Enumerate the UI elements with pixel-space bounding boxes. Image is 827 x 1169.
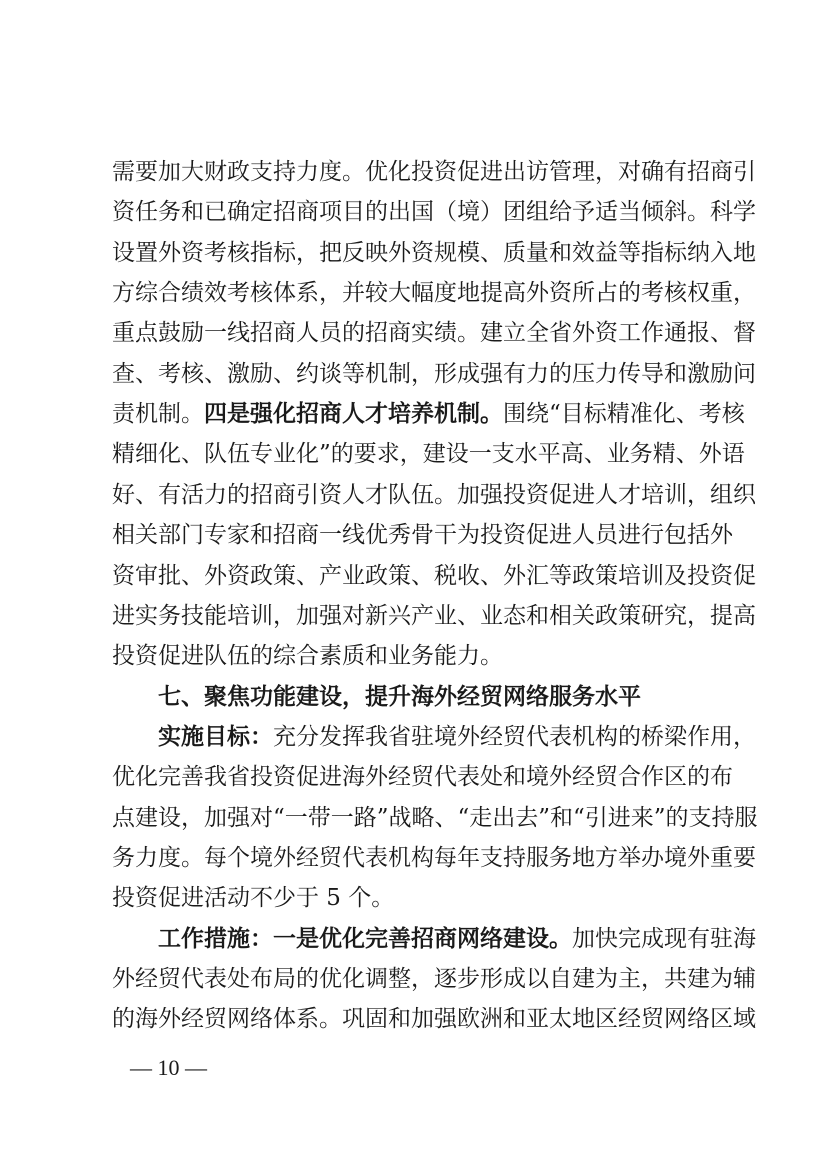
text-run: 投资促进活动不少于 5 个。 xyxy=(112,885,395,912)
page-number: — 10 — xyxy=(130,1055,207,1080)
text-line xyxy=(112,636,722,676)
bold-text-run: 实施目标： xyxy=(158,722,273,750)
text-line xyxy=(112,757,733,797)
text-line xyxy=(112,556,756,596)
text-line xyxy=(112,233,756,273)
text-run: 好、有活力的招商引资人才队伍。加强投资促进人才培训，组织 xyxy=(112,481,756,508)
text-line xyxy=(112,999,756,1039)
text-line xyxy=(112,515,733,555)
text-run: 进实务技能培训，加强对新兴产业、业态和相关政策研究，提高 xyxy=(112,602,756,629)
text-line xyxy=(112,394,745,434)
text-run: 务力度。每个境外经贸代表机构每年支持服务地方举办境外重要 xyxy=(112,844,756,871)
text-run: 查、考核、激励、约谈等机制，形成强有力的压力传导和激励问 xyxy=(112,360,756,387)
text-run: 重点鼓励一线招商人员的招商实绩。建立全省外资工作通报、督 xyxy=(112,320,756,347)
text-line xyxy=(112,354,756,394)
text-line xyxy=(112,878,722,918)
text-line xyxy=(112,798,758,838)
text-line xyxy=(112,192,756,232)
text-line xyxy=(112,959,756,999)
text-run: 需要加大财政支持力度。优化投资促进出访管理，对确有招商引 xyxy=(112,159,756,185)
text-run: 责机制。 xyxy=(112,401,204,428)
text-line xyxy=(112,475,756,515)
text-run: 相关部门专家和招商一线优秀骨干为投资促进人员进行包括外 xyxy=(112,522,733,549)
bold-text-run: 七、聚焦功能建设，提升海外经贸网络服务水平 xyxy=(158,682,641,710)
text-line xyxy=(158,717,756,757)
text-run: 优化完善我省投资促进海外经贸代表处和境外经贸合作区的布 xyxy=(112,764,733,791)
text-run: 资任务和已确定招商项目的出国（境）团组给予适当倾斜。科学 xyxy=(112,199,756,226)
text-line xyxy=(158,919,756,959)
text-run: 充分发挥我省驻境外经贸代表机构的桥梁作用， xyxy=(273,723,756,750)
text-line xyxy=(112,152,756,192)
text-run: 点建设，加强对“一带一路”战略、“走出去”和“引进来”的支持服 xyxy=(112,804,758,831)
text-line xyxy=(112,838,756,878)
bold-text-run: 四是强化招商人才培养机制。 xyxy=(204,400,503,428)
text-line xyxy=(112,434,745,474)
text-run: 投资促进队伍的综合素质和业务能力。 xyxy=(112,643,503,670)
text-line xyxy=(112,273,756,313)
text-run: 围绕“目标精准化、考核 xyxy=(503,401,745,428)
text-run: 加快完成现有驻海 xyxy=(572,925,756,952)
text-line xyxy=(112,596,756,636)
section-heading xyxy=(158,677,722,717)
text-run: 外经贸代表处布局的优化调整，逐步形成以自建为主，共建为辅 xyxy=(112,966,756,992)
text-run: 设置外资考核指标，把反映外资规模、质量和效益等指标纳入地 xyxy=(112,239,756,266)
text-line xyxy=(112,313,756,353)
bold-text-run: 工作措施：一是优化完善招商网络建设。 xyxy=(158,924,572,952)
text-run: 精细化、队伍专业化”的要求，建设一支水平高、业务精、外语 xyxy=(112,441,745,468)
text-run: 方综合绩效考核体系，并较大幅度地提高外资所占的考核权重， xyxy=(112,280,756,307)
text-run: 资审批、外资政策、产业政策、税收、外汇等政策培训及投资促 xyxy=(112,562,756,589)
text-run: 的海外经贸网络体系。巩固和加强欧洲和亚太地区经贸网络区域 xyxy=(112,1006,756,1033)
